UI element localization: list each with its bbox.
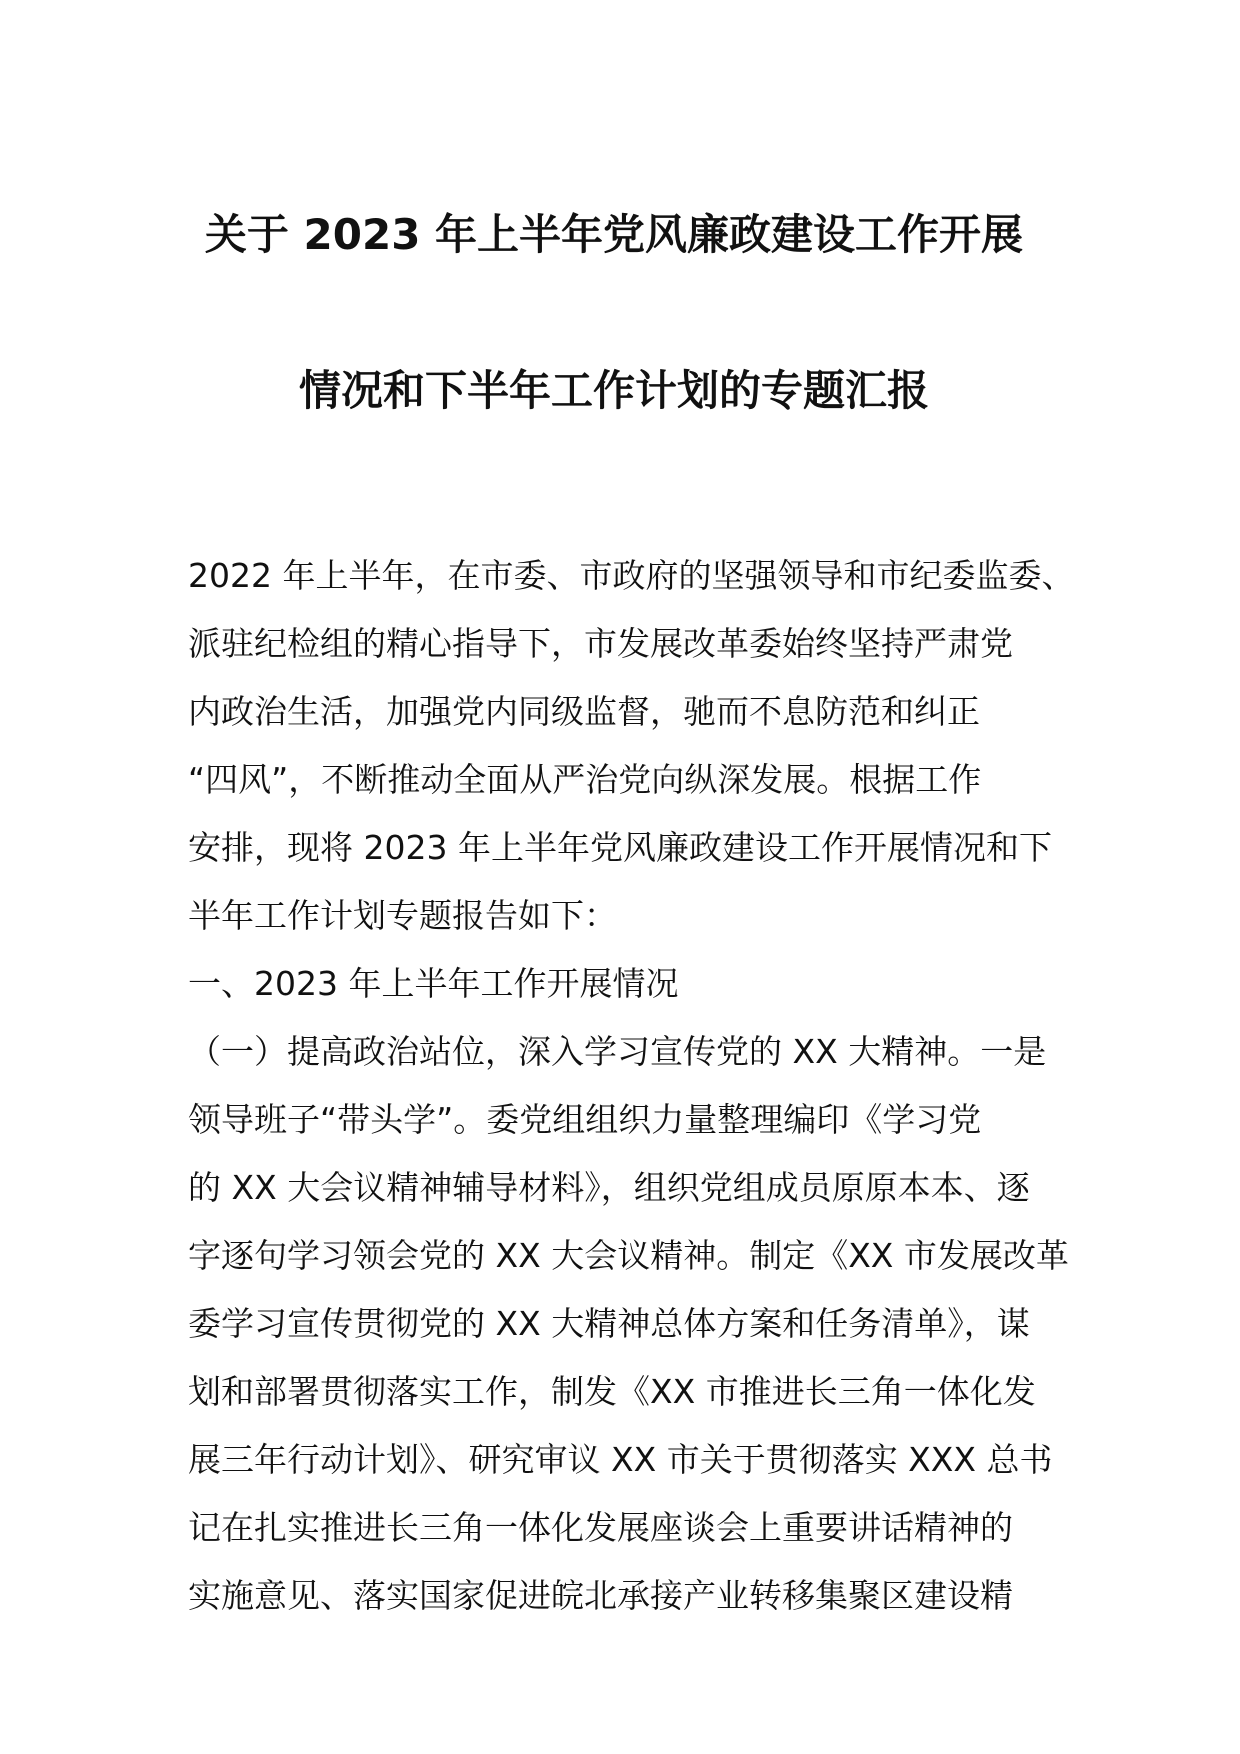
body-line: （一）提高政治站位，深入学习宣传党的 XX 大精神。一是: [188, 1032, 1047, 1071]
body-line: 字逐句学习领会党的 XX 大会议精神。制定《XX 市发展改革: [188, 1236, 1069, 1275]
body-line: 展三年行动计划》、研究审议 XX 市关于贯彻落实 XXX 总书: [188, 1440, 1053, 1479]
body-line: 半年工作计划专题报告如下：: [188, 896, 617, 935]
document-body: [188, 542, 1075, 1630]
section-heading: 一、2023 年上半年工作开展情况: [188, 964, 679, 1003]
body-line: 领导班子“带头学”。委党组组织力量整理编印《学习党: [188, 1100, 982, 1139]
body-line: 委学习宣传贯彻党的 XX 大精神总体方案和任务清单》，谋: [188, 1304, 1030, 1343]
body-line: 2022 年上半年，在市委、市政府的坚强领导和市纪委监委、: [188, 556, 1075, 595]
document-title-line-2: 情况和下半年工作计划的专题汇报: [298, 366, 929, 415]
body-line: 安排，现将 2023 年上半年党风廉政建设工作开展情况和下: [188, 828, 1052, 867]
body-line: 派驻纪检组的精心指导下，市发展改革委始终坚持严肃党: [188, 624, 1013, 663]
body-line: 的 XX 大会议精神辅导材料》，组织党组成员原原本本、逐: [188, 1168, 1030, 1207]
document-title-line-1: 关于 2023 年上半年党风廉政建设工作开展: [204, 210, 1024, 259]
body-line: 实施意见、落实国家促进皖北承接产业转移集聚区建设精: [188, 1576, 1013, 1615]
body-line: 内政治生活，加强党内同级监督，驰而不息防范和纠正: [188, 692, 980, 731]
body-line: “四风”，不断推动全面从严治党向纵深发展。根据工作: [188, 760, 982, 799]
body-line: 记在扎实推进长三角一体化发展座谈会上重要讲话精神的: [188, 1508, 1013, 1547]
body-line: 划和部署贯彻落实工作，制发《XX 市推进长三角一体化发: [188, 1372, 1036, 1411]
